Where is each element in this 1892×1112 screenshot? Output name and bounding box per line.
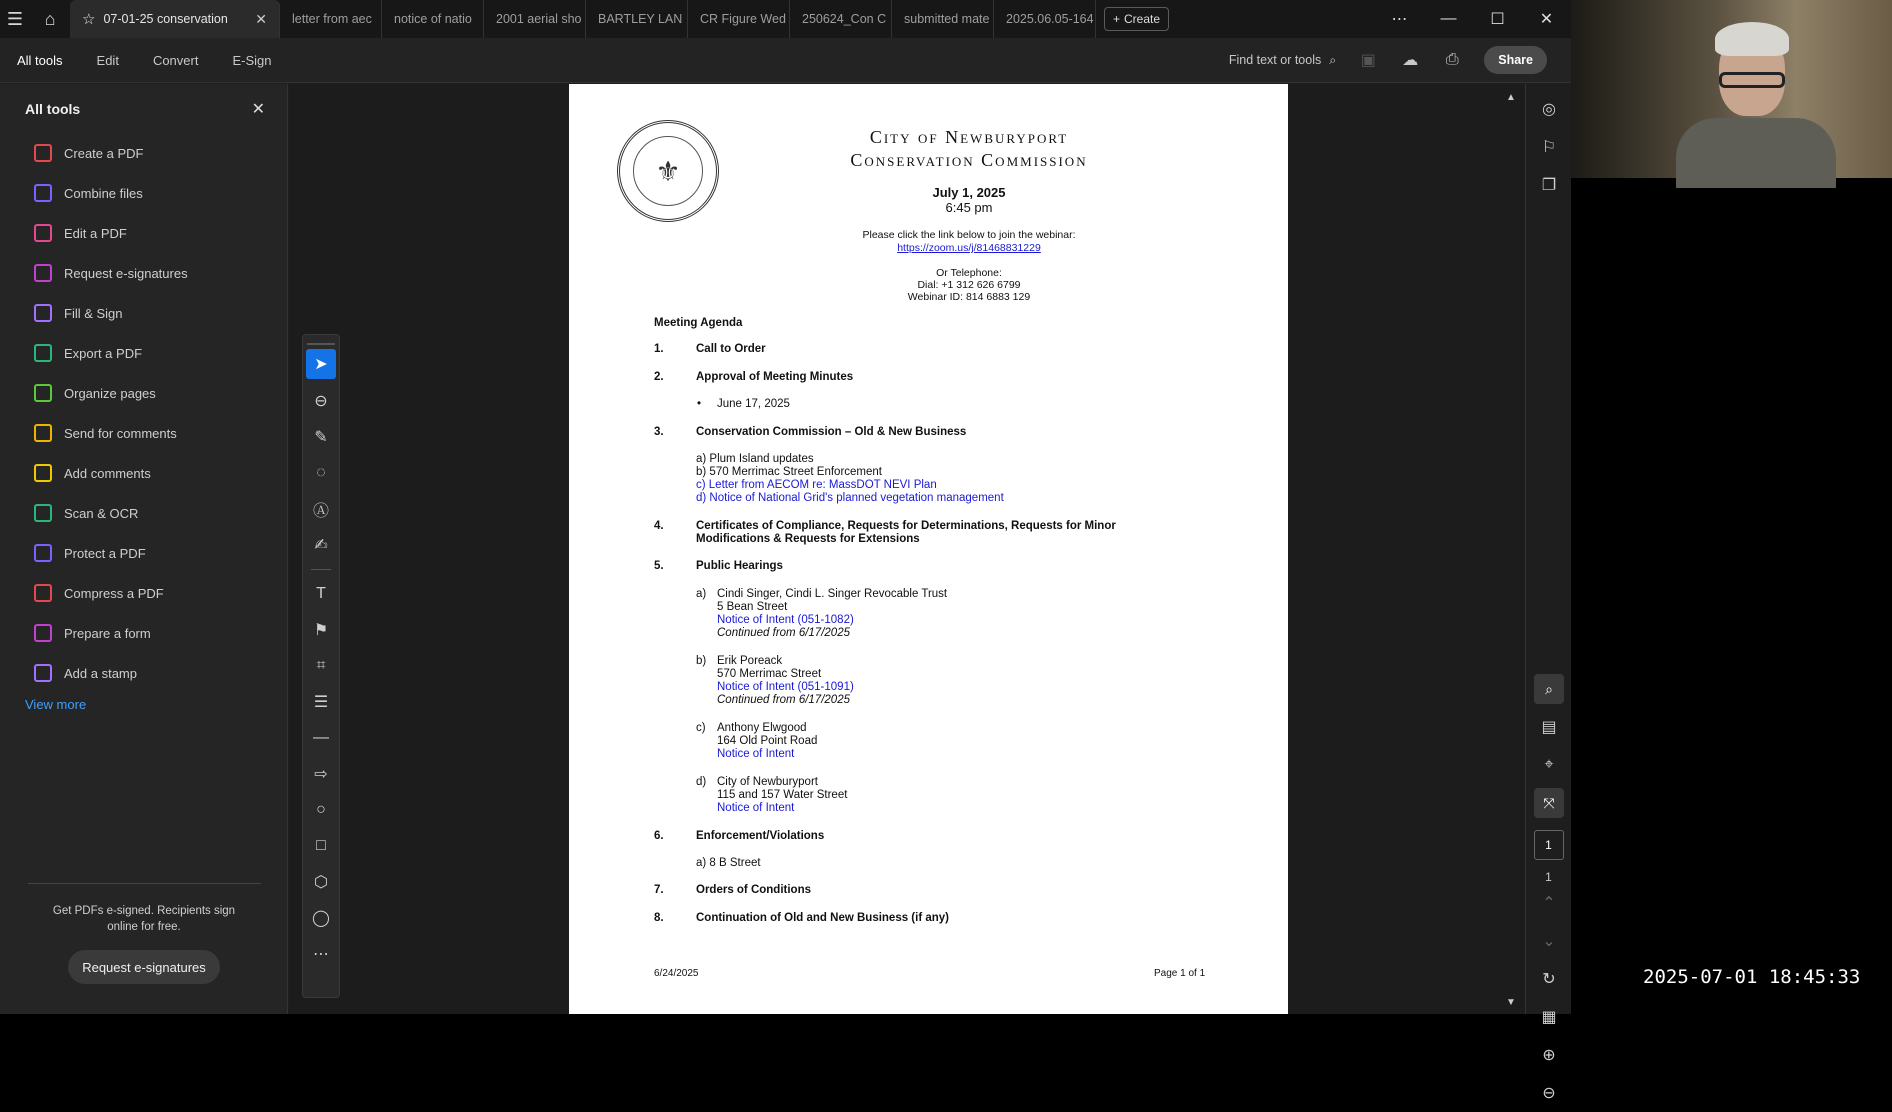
tools-list [0, 133, 287, 693]
more-options-icon[interactable]: ⋯ [1391, 11, 1408, 28]
bullet-icon: • [697, 398, 702, 410]
item-number: 6. [654, 830, 664, 842]
arrow-tool-icon[interactable]: ⇨ [314, 766, 328, 783]
fit-page-icon[interactable]: ⤧ [1526, 784, 1572, 822]
tool-item[interactable] [0, 133, 287, 173]
hamburger-menu-icon[interactable]: ☰ [6, 8, 24, 29]
compress-pdf-icon [34, 584, 52, 602]
webinar-link[interactable]: https://zoom.us/j/81468831229 [897, 242, 1041, 254]
person-body [1676, 118, 1836, 188]
hearing-applicant: Anthony Elwgood [717, 722, 807, 734]
lasso-icon[interactable]: ◌ [316, 464, 326, 481]
or-telephone: Or Telephone: [936, 267, 1002, 279]
tool-item[interactable] [0, 573, 287, 613]
menu-all-tools[interactable]: All tools [17, 52, 63, 68]
item-number: 2. [654, 371, 664, 383]
organize-pages-icon [34, 384, 52, 402]
tab[interactable] [382, 0, 484, 38]
tool-item[interactable] [0, 653, 287, 693]
bookmark-icon[interactable]: ⚑ [313, 622, 329, 639]
search-icon: ⌕ [1329, 52, 1337, 67]
tool-item-label: Fill & Sign [64, 305, 123, 321]
fill-sign-tool-icon[interactable]: ✍ [314, 537, 328, 554]
hearing-applicant: Erik Poreack [717, 655, 783, 667]
agenda-item: Conservation Commission – Old & New Business [696, 426, 967, 438]
request-esign-icon [34, 264, 52, 282]
tool-item[interactable] [0, 333, 287, 373]
tab-active[interactable] [70, 0, 280, 38]
rectangle-tool-icon[interactable]: □ [316, 837, 326, 854]
insert-text-icon[interactable]: ☰ [313, 694, 329, 711]
select-tool-icon[interactable]: ➤ [306, 349, 336, 379]
webcam-overlay [1571, 0, 1892, 178]
tool-item[interactable] [0, 493, 287, 533]
webinar-id: Webinar ID: 814 6883 129 [907, 291, 1031, 303]
hearing-address: 570 Merrimac Street [717, 668, 822, 680]
tab[interactable] [790, 0, 892, 38]
webinar-note: Please click the link below to join the webinar: [862, 229, 1076, 241]
panel-header [0, 84, 287, 119]
tab-label: letter from aec [292, 12, 372, 26]
item-number: 5. [654, 560, 664, 572]
ellipse-tool-icon[interactable]: ○ [316, 801, 326, 818]
prepare-form-icon [34, 624, 52, 642]
hearing-noi-link[interactable]: Notice of Intent [717, 802, 795, 814]
page-settings-icon[interactable]: ▤ [1541, 719, 1557, 736]
menu-esign[interactable]: E-Sign [232, 52, 272, 68]
scroll-down-icon[interactable]: ▼ [1506, 997, 1516, 1008]
agenda-item: Call to Order [696, 343, 766, 355]
add-comments-icon [34, 464, 52, 482]
person-glasses [1719, 72, 1785, 88]
next-page-icon[interactable]: ⌄ [1542, 933, 1556, 950]
home-icon[interactable]: ⌂ [44, 8, 56, 29]
tool-item[interactable] [0, 533, 287, 573]
edit-pdf-icon [34, 224, 52, 242]
bookmarks-panel-icon[interactable]: ⚐ [1541, 139, 1557, 156]
pdf-page [569, 84, 1288, 1014]
highlight-pen-icon[interactable]: ✎ [314, 429, 328, 446]
protect-pdf-icon [34, 544, 52, 562]
tab[interactable] [994, 0, 1096, 38]
divider [311, 569, 331, 570]
main-toolbar [0, 38, 1571, 83]
agenda-item: Orders of Conditions [696, 884, 811, 896]
tool-item[interactable] [0, 213, 287, 253]
scan-ocr-icon [34, 504, 52, 522]
recording-timestamp: 2025-07-01 18:45:33 [1643, 966, 1861, 988]
tool-item-label: Combine files [64, 185, 143, 201]
close-tab-icon[interactable]: ✕ [255, 10, 267, 27]
tab[interactable] [586, 0, 688, 38]
scroll-up-icon[interactable]: ▲ [1506, 92, 1516, 103]
meeting-date: July 1, 2025 [932, 185, 1006, 200]
find-tools[interactable] [1229, 53, 1336, 68]
tool-item-label: Create a PDF [64, 145, 144, 161]
hearing-address: 164 Old Point Road [717, 735, 818, 747]
zoom-out-icon[interactable]: ⊖ [1542, 1085, 1556, 1102]
doc-title-city: City of Newburyport [869, 127, 1069, 147]
hearing-address: 115 and 157 Water Street [717, 789, 848, 801]
hearing-noi-link[interactable]: Notice of Intent (051-1082) [717, 614, 854, 626]
item-number: 8. [654, 912, 664, 924]
tab[interactable] [892, 0, 994, 38]
tab[interactable] [280, 0, 382, 38]
menu-convert[interactable]: Convert [152, 52, 199, 68]
tool-item-label: Protect a PDF [64, 545, 146, 561]
agenda-item: Public Hearings [696, 560, 783, 572]
tab-bar [0, 0, 1571, 38]
upload-cloud-icon[interactable]: ☁ [1402, 52, 1419, 69]
rotate-icon[interactable]: ↻ [1542, 971, 1556, 988]
tool-item-label: Add comments [64, 465, 151, 481]
hearing-noi-link[interactable]: Notice of Intent [717, 748, 795, 760]
add-stamp-icon [34, 664, 52, 682]
tab-label: 250624_Con C [802, 12, 887, 26]
page-thumbnail-icon[interactable]: ▦ [1541, 1009, 1557, 1026]
tool-item-label: Add a stamp [64, 665, 137, 681]
zoom-page-icon[interactable]: ⌖ [1544, 756, 1554, 773]
agenda-item: Enforcement/Violations [696, 830, 825, 842]
tool-item[interactable] [0, 453, 287, 493]
cloud-tool-icon[interactable]: ◯ [312, 910, 330, 927]
agenda-item: Certificates of Compliance, Requests for Determinations, Requests for Minor [696, 520, 1116, 532]
city-seal-icon: ⚜ [617, 120, 719, 222]
more-tools-icon[interactable]: ⋯ [313, 946, 329, 963]
doc-title-commission: Conservation Commission [850, 150, 1088, 170]
line-tool-icon[interactable]: — [313, 729, 329, 746]
create-pdf-icon [34, 144, 52, 162]
tab-label: 2025.06.05-164 [1006, 12, 1094, 26]
person-hair [1715, 22, 1789, 56]
save-icon[interactable]: ▣ [1360, 52, 1376, 69]
meeting-time: 6:45 pm [945, 200, 993, 215]
agenda-subitem: June 17, 2025 [717, 398, 790, 410]
agenda-item-cont: Modifications & Requests for Extensions [696, 533, 920, 545]
hearing-applicant: City of Newburyport [717, 776, 818, 788]
find-label: Find text or tools [1228, 53, 1322, 67]
export-pdf-icon [34, 344, 52, 362]
zoom-marquee-icon[interactable]: ⊖ [314, 393, 328, 410]
polygon-tool-icon[interactable]: ⬡ [314, 874, 328, 891]
tab-label: 07-01-25 conservation [103, 12, 228, 26]
agenda-subitem-link[interactable]: d) Notice of National Grid's planned vegetation management [696, 492, 1004, 504]
hearing-letter: a) [696, 588, 707, 600]
view-more-link[interactable]: View more [25, 697, 87, 712]
tab-label: CR Figure Wed [700, 12, 786, 26]
tool-item[interactable] [0, 373, 287, 413]
tool-item-label: Export a PDF [64, 345, 143, 361]
star-icon[interactable]: ☆ [82, 11, 96, 28]
hearing-letter: b) [696, 655, 707, 667]
add-text-icon[interactable]: T [316, 585, 326, 602]
drag-handle[interactable] [307, 335, 335, 345]
scrollbar[interactable] [1504, 92, 1518, 1014]
promo-text: Get PDFs e-signed. Recipients sign online for free. [52, 905, 236, 933]
divider [28, 883, 261, 884]
tool-item-label: Scan & OCR [64, 505, 139, 521]
pages-panel-icon[interactable]: ❐ [1541, 177, 1557, 194]
toolbar-right [1229, 46, 1571, 74]
hearing-address: 5 Bean Street [717, 601, 788, 613]
dial-number: Dial: +1 312 626 6799 [917, 279, 1021, 291]
agenda-item: Approval of Meeting Minutes [696, 371, 854, 383]
minimize-icon[interactable]: — [1440, 10, 1457, 27]
agenda-item: Continuation of Old and New Business (if any) [696, 912, 950, 924]
quick-tools-bar [302, 334, 340, 998]
tool-item[interactable] [0, 613, 287, 653]
fill-sign-icon [34, 304, 52, 322]
share-button[interactable]: Share [1484, 46, 1547, 74]
comment-panel-icon[interactable]: ◎ [1542, 101, 1556, 118]
tool-item[interactable] [0, 293, 287, 333]
print-icon[interactable]: ⎙ [1445, 51, 1459, 68]
tab[interactable] [484, 0, 586, 38]
request-esignatures-button[interactable]: Request e-signatures [68, 950, 220, 984]
hearing-continued: Continued from 6/17/2025 [717, 627, 850, 639]
item-number: 1. [654, 343, 664, 355]
menu-edit[interactable]: Edit [96, 52, 119, 68]
hearing-continued: Continued from 6/17/2025 [717, 694, 850, 706]
tool-item[interactable] [0, 413, 287, 453]
combine-files-icon [34, 184, 52, 202]
hearing-letter: c) [696, 722, 706, 734]
panel-title: All tools [25, 101, 81, 117]
right-rail [1525, 84, 1571, 1102]
footer-page: Page 1 of 1 [1154, 968, 1206, 979]
item-number: 4. [654, 520, 664, 532]
tab-label: submitted mate [904, 12, 990, 26]
tool-item[interactable] [0, 253, 287, 293]
zoom-in-icon[interactable]: ⊕ [1542, 1047, 1556, 1064]
hearing-applicant: Cindi Singer, Cindi L. Singer Revocable Trust [717, 588, 948, 600]
tool-item-label: Organize pages [64, 385, 156, 401]
tab-label: 2001 aerial sho [496, 12, 582, 26]
agenda-subitem-link[interactable]: c) Letter from AECOM re: MassDOT NEVI Plan [696, 479, 937, 491]
create-label: Create [1124, 12, 1161, 26]
tool-item-label: Send for comments [64, 425, 177, 441]
maximize-icon[interactable]: ☐ [1490, 11, 1505, 28]
close-panel-icon[interactable]: ✕ [251, 101, 265, 118]
item-number: 3. [654, 426, 664, 438]
window-controls [1375, 0, 1571, 38]
tool-item-label: Prepare a form [64, 625, 151, 641]
create-button[interactable] [1104, 7, 1169, 31]
text-select-icon[interactable]: Ⓐ [312, 502, 329, 520]
tool-item-label: Request e-signatures [64, 265, 188, 281]
item-number: 7. [654, 884, 664, 896]
tool-item-label: Edit a PDF [64, 225, 127, 241]
crop-icon[interactable]: ⌗ [316, 657, 326, 674]
hearing-letter: d) [696, 776, 707, 788]
agenda-subitem: b) 570 Merrimac Street Enforcement [696, 466, 882, 478]
tool-item[interactable] [0, 173, 287, 213]
agenda-heading: Meeting Agenda [654, 317, 743, 329]
tab[interactable] [688, 0, 790, 38]
send-comments-icon [34, 424, 52, 442]
agenda-subitem: a) 8 B Street [696, 857, 761, 869]
all-tools-panel [0, 84, 288, 1014]
hearing-noi-link[interactable]: Notice of Intent (051-1091) [717, 681, 854, 693]
footer-date: 6/24/2025 [654, 968, 699, 979]
search-document-icon[interactable]: ⌕ [1526, 670, 1572, 708]
tab-label: BARTLEY LAN [598, 12, 683, 26]
tool-item-label: Compress a PDF [64, 585, 164, 601]
tab-label: notice of natio [394, 12, 472, 26]
current-page-input[interactable]: 1 [1534, 830, 1564, 860]
plus-icon: + [1113, 12, 1121, 26]
prev-page-icon[interactable]: ⌃ [1542, 895, 1556, 912]
close-window-icon[interactable]: ✕ [1539, 11, 1554, 28]
agenda-subitem: a) Plum Island updates [696, 453, 814, 465]
total-pages: 1 [1545, 870, 1552, 884]
